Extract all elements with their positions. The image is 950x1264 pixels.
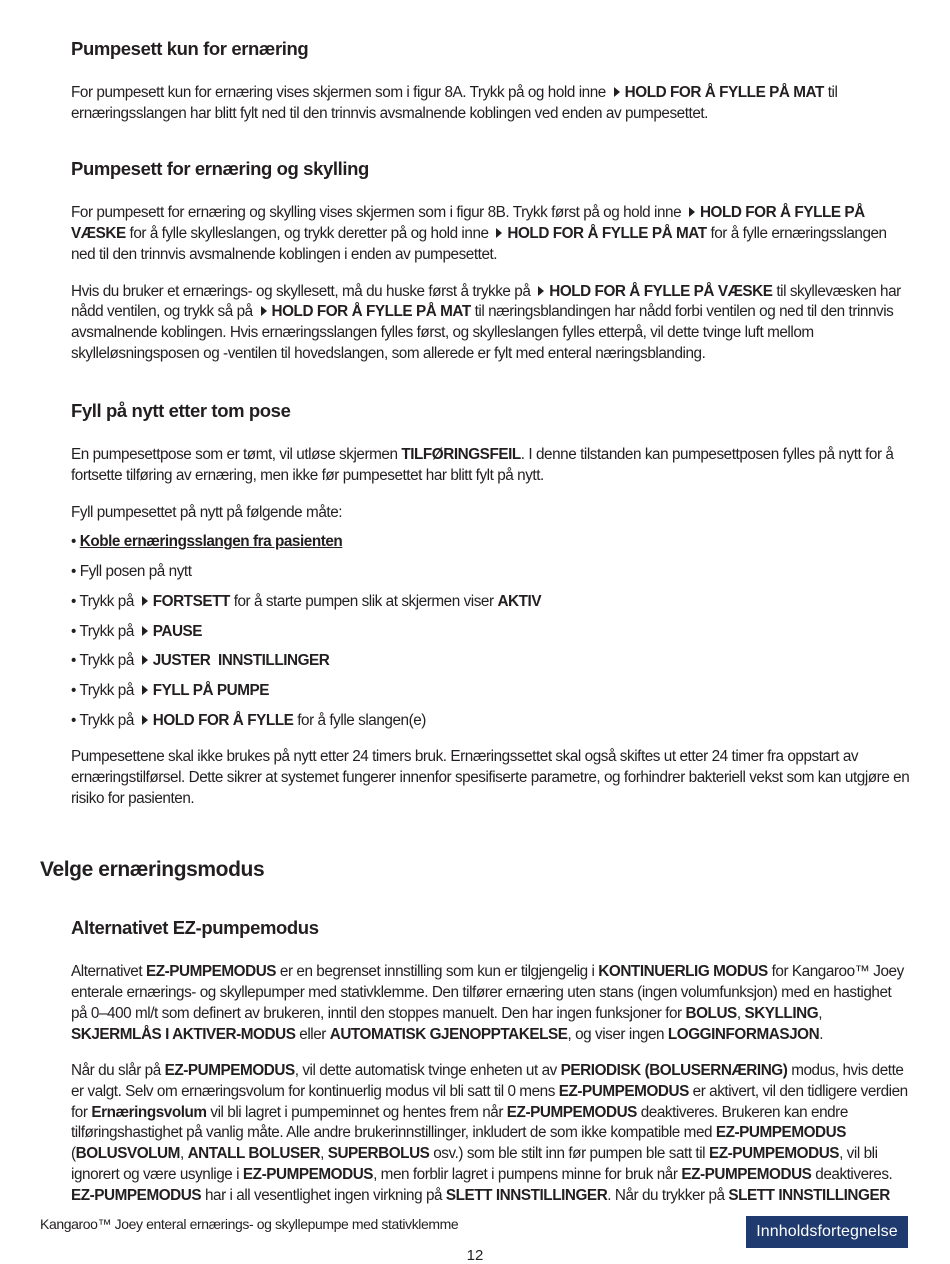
triangle-right-icon	[142, 596, 148, 606]
bullet: •	[71, 711, 76, 729]
text: Trykk på	[79, 622, 134, 640]
bullet: •	[71, 622, 76, 640]
mode-reference: EZ-PUMPEMODUS	[71, 1186, 202, 1204]
paragraph	[71, 445, 911, 486]
text: (	[71, 1145, 76, 1163]
screen-reference: TILFØRINGSFEIL	[401, 446, 521, 464]
footer-product-name: Kangaroo™ Joey enteral ernærings- og skyllepumpe med stativklemme	[40, 1216, 459, 1232]
triangle-right-icon	[142, 626, 148, 636]
text: , men forblir lagret i pumpens minne for bruk når	[373, 1165, 678, 1183]
setting-reference: Ernæringsvolum	[91, 1103, 207, 1121]
paragraph: Pumpesettene skal ikke brukes på nytt etter 24 timers bruk. Ernæringssettet skal også skiftes ut etter 24 timer fra oppstart av ernæringstilførsel. Dette sikrer at systemet fungerer innenfor spesifiserte parametre, og forhindrer bakteriell vekst som kan utgjøre en risiko for pasienten.	[71, 748, 910, 807]
text: Trykk på	[79, 592, 134, 610]
text: Trykk på	[79, 711, 134, 729]
button-reference: HOLD FOR Å FYLLE PÅ MAT	[624, 84, 824, 101]
paragraph	[71, 1061, 911, 1206]
section-title-feeding-only: Pumpesett kun for ernæring	[71, 38, 309, 59]
text: for å starte pumpen slik at skjermen viser	[233, 592, 494, 610]
text: eller	[299, 1025, 326, 1043]
triangle-right-icon	[538, 286, 544, 296]
text: er aktivert, vil den tidligere verdien for	[71, 1082, 908, 1121]
function-reference: SKYLLING	[744, 1004, 819, 1022]
text: har i all vesentlighet ingen virkning på	[204, 1186, 443, 1204]
list-item	[71, 651, 911, 672]
triangle-right-icon	[261, 306, 267, 316]
text: Trykk på	[79, 652, 134, 670]
text: til næringsblandingen har nådd forbi ventilen og ned til den trinnvis avsmalnende koblingen. Hvis ernæringsslangen fylles først, og skylleslangen fylles etterpå, vil dette tvinge luft mellom skylleløsningsposen og -ventilen til hovedslangen, som allerede er fylt med enteral næringsblanding.	[71, 303, 894, 362]
text: for å fylle slangen(e)	[297, 711, 426, 729]
text: deaktiveres. Brukeren kan endre tilføringshastighet på vanlig måte. Alle andre brukerinnstillinger, inkludert de som ikke kompatible med	[71, 1103, 848, 1142]
button-reference: HOLD FOR Å FYLLE PÅ VÆSKE	[71, 204, 865, 243]
function-reference: LOGGINFORMASJON	[667, 1025, 820, 1043]
bullet: •	[71, 563, 76, 581]
button-reference: FORTSETT	[152, 592, 230, 610]
list-item	[71, 622, 911, 643]
list-item	[71, 592, 911, 613]
bullet: •	[71, 533, 76, 551]
text: Hvis du bruker et ernærings- og skyllesett, må du huske først å trykke på	[71, 282, 531, 300]
bullet: •	[71, 652, 76, 670]
triangle-right-icon	[496, 228, 502, 238]
text: Koble ernæringsslangen fra pasienten	[79, 533, 343, 551]
text: . Når du trykker på	[607, 1186, 725, 1204]
page-content	[40, 36, 911, 1206]
text: ,	[179, 1145, 184, 1163]
list-item	[71, 532, 911, 553]
table-of-contents-button[interactable]: Innholdsfortegnelse	[746, 1216, 908, 1248]
section-title-feeding-flush: Pumpesett for ernæring og skylling	[71, 158, 369, 180]
screen-reference: AKTIV	[497, 592, 542, 610]
mode-reference: EZ-PUMPEMODUS	[145, 963, 277, 981]
mode-reference: EZ-PUMPEMODUS	[715, 1124, 847, 1142]
triangle-right-icon	[142, 685, 148, 695]
triangle-right-icon	[689, 207, 695, 217]
text: for å fylle skylleslangen, og trykk deretter på og hold inne	[129, 225, 489, 243]
button-reference: PAUSE	[152, 622, 203, 640]
button-reference: HOLD FOR Å FYLLE PÅ VÆSKE	[549, 282, 773, 300]
text: Fyll posen på nytt	[79, 563, 192, 581]
mode-reference: EZ-PUMPEMODUS	[506, 1103, 637, 1121]
list-item	[71, 681, 911, 702]
text: for Kangaroo™ Joey enterale ernærings- og skyllepumper med stativklemme. Den tilfører ernæring uten stans (ingen volumfunksjon) med en hastighet på 0–400 ml/t som definert av brukeren, inntil den stoppes manuelt. Den har ingen funksjoner for	[71, 963, 904, 1022]
text: ,	[818, 1004, 822, 1022]
chapter-title: Velge ernæringsmodus	[40, 858, 265, 882]
function-reference: SLETT INNSTILLINGER	[728, 1186, 890, 1204]
text: er en begrenset innstilling som kun er tilgjengelig i	[279, 963, 595, 981]
text: til ernæringsslangen har blitt fylt ned til den trinnvis avsmalnende koblingen ved enden av pumpesettet.	[71, 84, 838, 122]
mode-reference: PERIODISK (BOLUSERNÆRING)	[560, 1062, 788, 1080]
text: For pumpesett kun for ernæring vises skjermen som i figur 8A. Trykk på og hold inne	[71, 84, 606, 101]
paragraph	[71, 203, 911, 265]
mode-reference: EZ-PUMPEMODUS	[708, 1145, 840, 1163]
text: , vil dette automatisk tvinge enheten ut av	[294, 1062, 557, 1080]
triangle-right-icon	[142, 655, 148, 665]
text: deaktiveres.	[815, 1165, 893, 1183]
bullet: •	[71, 681, 76, 699]
setting-reference: ANTALL BOLUSER	[187, 1145, 321, 1163]
setting-reference: BOLUSVOLUM	[75, 1145, 180, 1163]
button-reference: JUSTER INNSTILLINGER	[152, 652, 330, 670]
function-reference: SLETT INNSTILLINGER	[445, 1186, 608, 1204]
list-item	[71, 711, 911, 732]
text: ,	[320, 1145, 324, 1163]
button-reference: FYLL PÅ PUMPE	[152, 681, 269, 699]
triangle-right-icon	[614, 87, 620, 97]
text: til skyllevæsken har nådd ventilen, og trykk så på	[71, 282, 901, 321]
text: osv.) som ble stilt inn før pumpen ble satt til	[433, 1145, 706, 1163]
button-reference: HOLD FOR Å FYLLE	[152, 711, 294, 729]
mode-reference: EZ-PUMPEMODUS	[558, 1082, 689, 1100]
bullet: •	[71, 592, 76, 610]
text: modus, hvis dette er valgt. Selv om ernæringsvolum for kontinuerlig modus vil bli satt til 0 mens	[71, 1062, 904, 1100]
mode-reference: KONTINUERLIG MODUS	[598, 963, 768, 981]
text: vil bli lagret i pumpeminnet og hentes frem når	[210, 1103, 503, 1121]
paragraph	[71, 282, 911, 365]
section-title-ez-pump: Alternativet EZ-pumpemodus	[71, 917, 319, 939]
text: For pumpesett for ernæring og skylling vises skjermen som i figur 8B. Trykk først på og hold inne	[71, 204, 682, 222]
paragraph: Fyll pumpesettet på nytt på følgende måte:	[71, 503, 343, 521]
function-reference: BOLUS	[685, 1004, 737, 1022]
mode-reference: EZ-PUMPEMODUS	[242, 1165, 374, 1183]
button-reference: HOLD FOR Å FYLLE PÅ MAT	[507, 225, 707, 243]
page-number: 12	[466, 1247, 484, 1264]
text: Trykk på	[79, 681, 134, 699]
text: . I denne tilstanden kan pumpesettposen fylles på nytt for å fortsette tilføring av ernæring, men ikke før pumpesettet har blitt fylt på nytt.	[71, 446, 894, 485]
mode-reference: EZ-PUMPEMODUS	[681, 1165, 812, 1183]
text: .	[819, 1025, 824, 1043]
list-item	[71, 562, 911, 583]
section-title-refill: Fyll på nytt etter tom pose	[71, 400, 291, 422]
text: ,	[736, 1004, 741, 1022]
text: Alternativet	[71, 963, 143, 981]
text: , og viser ingen	[567, 1025, 665, 1043]
text: for å fylle ernæringsslangen ned til den trinnvis avsmalnende koblingen i enden av pumpesettet.	[71, 225, 887, 263]
mode-reference: EZ-PUMPEMODUS	[164, 1062, 295, 1080]
paragraph	[71, 83, 911, 124]
setting-reference: SUPERBOLUS	[327, 1145, 430, 1163]
text: Når du slår på	[71, 1062, 161, 1080]
paragraph	[71, 962, 911, 1045]
text: , vil bli ignorert og være usynlige i	[71, 1145, 878, 1183]
function-reference: AUTOMATISK GJENOPPTAKELSE	[329, 1025, 568, 1043]
text: En pumpesettpose som er tømt, vil utløse skjermen	[71, 446, 398, 464]
triangle-right-icon	[142, 715, 148, 725]
button-reference: HOLD FOR Å FYLLE PÅ MAT	[271, 303, 471, 321]
function-reference: SKJERMLÅS I AKTIVER-MODUS	[71, 1025, 296, 1043]
